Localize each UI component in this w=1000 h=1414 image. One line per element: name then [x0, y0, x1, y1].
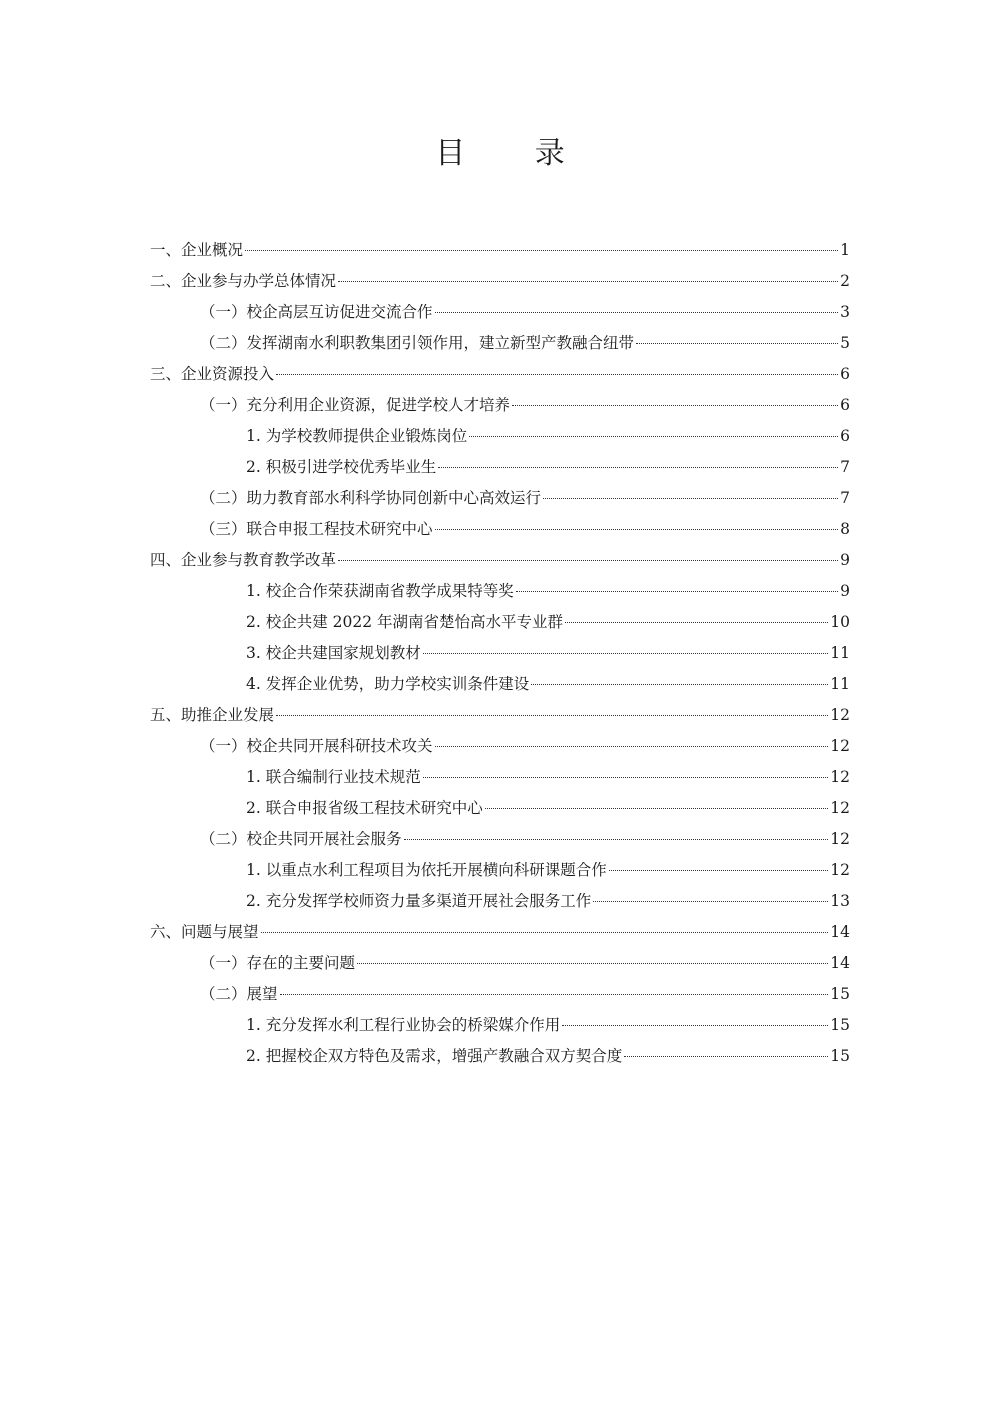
- toc-entry[interactable]: [150, 638, 850, 669]
- toc-entry[interactable]: [150, 514, 850, 545]
- toc-entry-title: （二）展望: [200, 985, 278, 1003]
- toc-entry[interactable]: [150, 452, 850, 483]
- toc-entry-title: （二）助力教育部水利科学协同创新中心高效运行: [200, 489, 542, 507]
- toc-entry[interactable]: [150, 483, 850, 514]
- toc-page-number: 9: [840, 582, 850, 600]
- toc-entry-title: 四、企业参与教育教学改革: [150, 551, 337, 569]
- toc-dot-leader: [624, 1056, 828, 1057]
- toc-page-number: 11: [830, 644, 850, 662]
- toc-dot-leader: [261, 932, 829, 933]
- toc-entry[interactable]: [150, 979, 850, 1010]
- toc-entry-title: 1. 联合编制行业技术规范: [246, 768, 421, 786]
- toc-page-number: 9: [840, 551, 850, 569]
- toc-dot-leader: [543, 498, 838, 499]
- toc-page-number: 12: [830, 737, 850, 755]
- toc-dot-leader: [280, 994, 829, 995]
- toc-entry-title: 4. 发挥企业优势，助力学校实训条件建设: [246, 675, 530, 693]
- toc-entry-title: 2. 积极引进学校优秀毕业生: [246, 458, 437, 476]
- toc-entry[interactable]: [150, 824, 850, 855]
- toc-page-number: 15: [830, 1016, 850, 1034]
- toc-dot-leader: [338, 560, 838, 561]
- toc-dot-leader: [245, 250, 838, 251]
- toc-entry-title: 1. 充分发挥水利工程行业协会的桥梁媒介作用: [246, 1016, 561, 1034]
- toc-page-number: 14: [830, 954, 850, 972]
- toc-page-number: 12: [830, 830, 850, 848]
- toc-page-number: 6: [840, 396, 850, 414]
- toc-dot-leader: [276, 715, 828, 716]
- toc-dot-leader: [593, 901, 828, 902]
- toc-dot-leader: [531, 684, 828, 685]
- toc-entry[interactable]: [150, 545, 850, 576]
- toc-page-number: 12: [830, 706, 850, 724]
- toc-dot-leader: [435, 312, 839, 313]
- toc-entry-title: 2. 联合申报省级工程技术研究中心: [246, 799, 483, 817]
- toc-page-number: 14: [830, 923, 850, 941]
- toc-entry-title: 一、企业概况: [150, 241, 244, 259]
- toc-page-number: 3: [840, 303, 850, 321]
- toc-dot-leader: [357, 963, 828, 964]
- toc-entry[interactable]: [150, 235, 850, 266]
- toc-entry-title: （三）联合申报工程技术研究中心: [200, 520, 433, 538]
- toc-entry[interactable]: [150, 297, 850, 328]
- toc-entry[interactable]: [150, 886, 850, 917]
- toc-entry-title: （二）发挥湖南水利职教集团引领作用，建立新型产教融合纽带: [200, 334, 635, 352]
- toc-page-number: 12: [830, 768, 850, 786]
- toc-entry[interactable]: [150, 793, 850, 824]
- toc-entry[interactable]: [150, 855, 850, 886]
- toc-dot-leader: [276, 374, 838, 375]
- toc-entry-title: 1. 校企合作荣获湖南省教学成果特等奖: [246, 582, 514, 600]
- toc-dot-leader: [469, 436, 838, 437]
- toc-entry[interactable]: [150, 731, 850, 762]
- toc-entry[interactable]: [150, 607, 850, 638]
- toc-page-number: 7: [840, 458, 850, 476]
- toc-entry[interactable]: [150, 421, 850, 452]
- toc-entry-title: 2. 把握校企双方特色及需求，增强产教融合双方契合度: [246, 1047, 623, 1065]
- toc-page-number: 15: [830, 985, 850, 1003]
- toc-dot-leader: [516, 591, 838, 592]
- toc-entry-title: （二）校企共同开展社会服务: [200, 830, 402, 848]
- toc-entry-title: （一）充分利用企业资源，促进学校人才培养: [200, 396, 511, 414]
- table-of-contents: [150, 235, 850, 1072]
- toc-dot-leader: [435, 529, 839, 530]
- toc-page-number: 5: [840, 334, 850, 352]
- toc-page-number: 15: [830, 1047, 850, 1065]
- page-title: 目 录: [435, 136, 595, 171]
- toc-dot-leader: [562, 1025, 828, 1026]
- toc-entry[interactable]: [150, 266, 850, 297]
- toc-page-number: 12: [830, 799, 850, 817]
- toc-page-number: 2: [840, 272, 850, 290]
- toc-dot-leader: [512, 405, 838, 406]
- toc-dot-leader: [338, 281, 838, 282]
- toc-entry-title: 1. 以重点水利工程项目为依托开展横向科研课题合作: [246, 861, 607, 879]
- toc-entry-title: 2. 充分发挥学校师资力量多渠道开展社会服务工作: [246, 892, 592, 910]
- toc-dot-leader: [404, 839, 829, 840]
- toc-entry[interactable]: [150, 1041, 850, 1072]
- toc-dot-leader: [438, 467, 838, 468]
- toc-entry-title: 3. 校企共建国家规划教材: [246, 644, 421, 662]
- toc-entry-title: 1. 为学校教师提供企业锻炼岗位: [246, 427, 468, 445]
- toc-entry-title: 三、企业资源投入: [150, 365, 275, 383]
- toc-entry[interactable]: [150, 948, 850, 979]
- toc-entry[interactable]: [150, 762, 850, 793]
- toc-page-number: 6: [840, 427, 850, 445]
- toc-page-number: 8: [840, 520, 850, 538]
- toc-dot-leader: [435, 746, 829, 747]
- toc-entry-title: （一）校企高层互访促进交流合作: [200, 303, 433, 321]
- toc-entry[interactable]: [150, 390, 850, 421]
- toc-entry-title: 六、问题与展望: [150, 923, 259, 941]
- toc-dot-leader: [609, 870, 829, 871]
- toc-entry-title: 五、助推企业发展: [150, 706, 275, 724]
- toc-page-number: 11: [830, 675, 850, 693]
- toc-entry[interactable]: [150, 1010, 850, 1041]
- toc-entry[interactable]: [150, 328, 850, 359]
- toc-entry[interactable]: [150, 700, 850, 731]
- toc-dot-leader: [423, 653, 829, 654]
- toc-page-number: 13: [830, 892, 850, 910]
- toc-entry-title: 二、企业参与办学总体情况: [150, 272, 337, 290]
- toc-dot-leader: [485, 808, 829, 809]
- toc-entry-title: （一）存在的主要问题: [200, 954, 356, 972]
- toc-entry[interactable]: [150, 917, 850, 948]
- toc-page-number: 10: [830, 613, 850, 631]
- toc-entry[interactable]: [150, 359, 850, 390]
- toc-page-number: 12: [830, 861, 850, 879]
- toc-page-number: 1: [840, 241, 850, 259]
- toc-page-number: 7: [840, 489, 850, 507]
- toc-entry-title: （一）校企共同开展科研技术攻关: [200, 737, 433, 755]
- toc-dot-leader: [423, 777, 829, 778]
- toc-dot-leader: [565, 622, 828, 623]
- toc-dot-leader: [636, 343, 838, 344]
- toc-entry[interactable]: [150, 576, 850, 607]
- toc-page-number: 6: [840, 365, 850, 383]
- toc-entry[interactable]: [150, 669, 850, 700]
- toc-entry-title: 2. 校企共建 2022 年湖南省楚怡高水平专业群: [246, 613, 564, 631]
